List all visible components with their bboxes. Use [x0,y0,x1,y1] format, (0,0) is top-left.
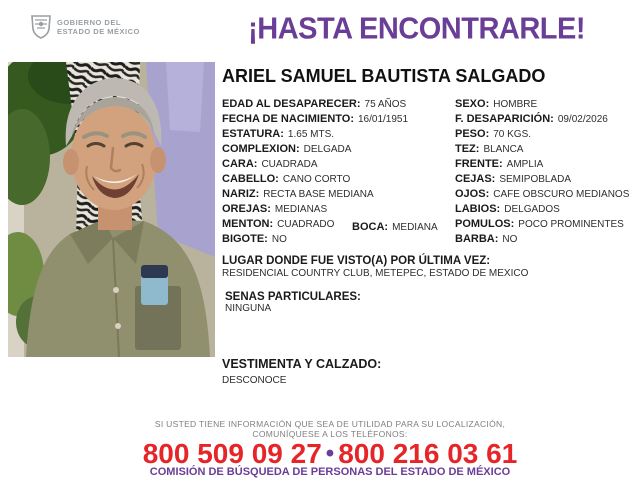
logo-text [57,18,140,37]
field-label: MENTON: [222,218,274,230]
missing-person-photo [8,62,215,357]
field-label: BARBA: [455,233,499,245]
field-label: LABIOS: [455,203,501,215]
field-value: DELGADA [303,144,352,155]
phone-number-2: 800 216 03 61 [338,438,518,469]
logo-line2: ESTADO DE MÉXICO [57,27,140,36]
field-value: POCO PROMINENTES [518,219,624,230]
field-label: CARA: [222,158,258,170]
person-name: ARIEL SAMUEL BAUTISTA SALGADO [222,66,546,86]
field-label: EDAD AL DESAPARECER: [222,98,361,110]
field-value: 1.65 MTS. [287,129,335,140]
field-value: HOMBRE [493,99,538,110]
field-label: F. DESAPARICIÓN: [455,113,554,125]
contact-note-line1: SI USTED TIENE INFORMACIÓN QUE SEA DE UTILIDAD PARA SU LOCALIZACIÓN, [154,419,506,429]
field-value: 75 AÑOS [364,99,407,110]
field-label: FRENTE: [455,158,503,170]
last-seen-value: RESIDENCIAL COUNTRY CLUB, METEPEC, ESTADO DE MEXICO [222,268,529,279]
field-value: NO [502,234,518,245]
field-row [222,229,287,247]
field-value: SEMIPOBLADA [499,174,572,185]
field-value: RECTA BASE MEDIANA [263,189,374,200]
field-value: MEDIANAS [274,204,328,215]
field-value: CANO CORTO [282,174,351,185]
field-label: NARIZ: [222,188,260,200]
field-label: CABELLO: [222,173,279,185]
field-label: OREJAS: [222,203,271,215]
field-value: MEDIANA [392,222,438,233]
logo-line1: GOBIERNO DEL [57,17,121,27]
field-row-boca [352,217,438,235]
field-label: POMULOS: [455,218,515,230]
search-commission-name: COMISIÓN DE BÚSQUEDA DE PERSONAS DEL ESTADO DE MÉXICO [149,466,511,478]
field-label: ESTATURA: [222,128,284,140]
poster-title: ¡HASTA ENCONTRARLE! [248,12,585,46]
field-label: TEZ: [455,143,480,155]
field-label: FECHA DE NACIMIENTO: [222,113,354,125]
field-value: DELGADOS [504,204,560,215]
particular-signs-value: NINGUNA [225,303,272,314]
contact-note-line2: COMUNÍQUESE A LOS TELÉFONOS: [252,429,408,439]
field-label: OJOS: [455,188,490,200]
field-value: 09/02/2026 [557,114,608,125]
bullet-separator: • [325,440,335,467]
field-label: PESO: [455,128,490,140]
field-label: CEJAS: [455,173,496,185]
clothing-label: VESTIMENTA Y CALZADO: [222,357,382,371]
coat-of-arms-icon [30,14,52,40]
field-value: CUADRADO [277,219,335,230]
field-value: 70 KGS. [493,129,532,140]
field-label: BOCA: [352,221,389,233]
field-value: BLANCA [483,144,524,155]
gobierno-edomex-logo [30,14,140,40]
particular-signs-label: SENAS PARTICULARES: [225,291,361,303]
clothing-value: DESCONOCE [222,375,287,386]
field-value: 16/01/1951 [358,114,409,125]
field-label: BIGOTE: [222,233,268,245]
phone-number-1: 800 509 09 27 [142,438,322,469]
field-value: NO [271,234,287,245]
field-value: AMPLIA [506,159,544,170]
field-row [455,229,517,247]
last-seen-label: LUGAR DONDE FUE VISTO(A) POR ÚLTIMA VEZ: [222,255,491,267]
field-label: COMPLEXION: [222,143,300,155]
field-label: SEXO: [455,98,490,110]
field-value: CAFE OBSCURO MEDIANOS [493,189,630,200]
field-value: CUADRADA [261,159,318,170]
